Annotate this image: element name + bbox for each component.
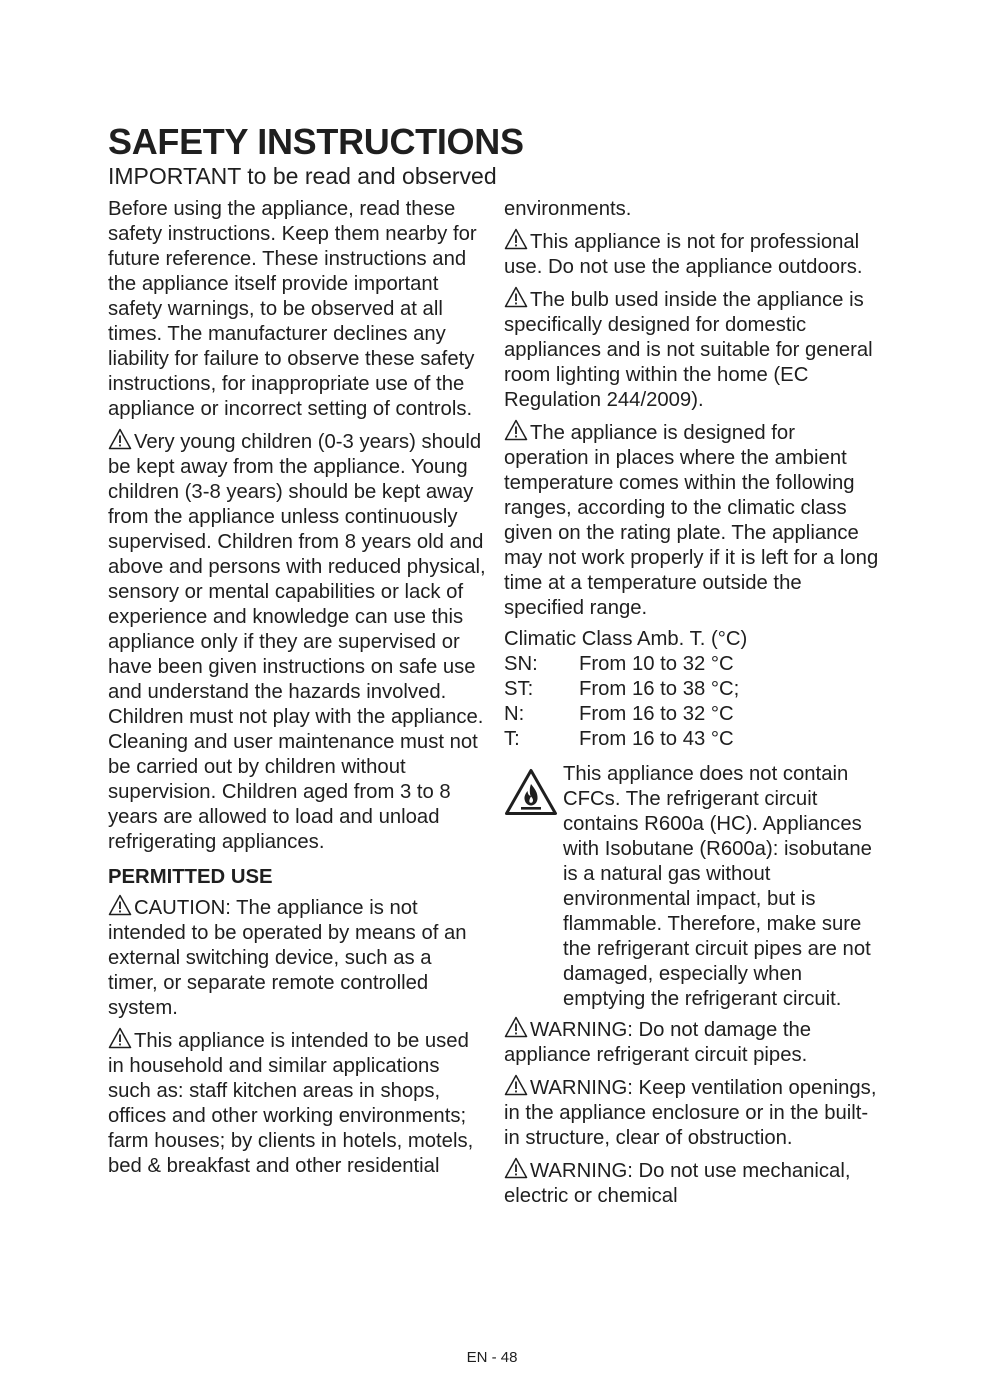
climate-header: Climatic Class Amb. T. (°C)	[504, 628, 748, 650]
warning-triangle-icon	[504, 419, 528, 441]
warning-triangle-icon	[504, 1016, 528, 1038]
warning-mechanical-text: WARNING: Do not use mechanical, electric or chemical	[504, 1160, 851, 1207]
warning-mechanical-paragraph	[504, 1157, 880, 1209]
climate-code: N:	[504, 703, 525, 725]
warning-ventilation-paragraph	[504, 1074, 880, 1151]
climate-code: SN:	[504, 653, 538, 675]
bulb-text: The bulb used inside the appliance is specifically designed for domestic appliances and is not suitable for general room lighting within the home (EC Regulation 244/2009).	[504, 289, 873, 411]
household-text: This appliance is intended to be used in household and similar applications such as: staff kitchen areas in shops, offices and other working environments; farm houses; by clients in hotels, motels, bed & breakfast and other residential	[108, 1030, 474, 1177]
household-paragraph	[108, 1027, 486, 1179]
flammable-notice	[504, 762, 880, 1012]
flammable-warning-icon	[504, 768, 558, 816]
caution-paragraph	[108, 894, 486, 1021]
page-number: EN - 48	[466, 1349, 518, 1366]
climate-range: From 16 to 38 °C;	[579, 678, 740, 700]
page-subtitle: IMPORTANT to be read and observed	[108, 163, 497, 189]
climate-row	[504, 702, 880, 727]
climate-row	[504, 727, 880, 752]
climate-code: T:	[504, 728, 520, 750]
warning-pipes-text: WARNING: Do not damage the appliance refrigerant circuit pipes.	[504, 1019, 812, 1066]
children-paragraph	[108, 428, 486, 855]
warning-triangle-icon	[108, 1027, 132, 1049]
professional-text: This appliance is not for professional use. Do not use the appliance outdoors.	[504, 231, 863, 278]
bulb-paragraph	[504, 286, 880, 413]
flammable-text: This appliance does not contain CFCs. The refrigerant circuit contains R600a (HC). Appliances with Isobutane (R600a): isobutane is a natural gas without environmental impact, but is flammable. Therefore, make sure the refrigerant circuit pipes are not damaged, especially when emptying the refrigerant circuit.	[563, 763, 872, 1010]
left-column	[108, 197, 486, 1179]
climate-range: From 16 to 32 °C	[579, 703, 734, 725]
climate-row	[504, 652, 880, 677]
warning-triangle-icon	[504, 1074, 528, 1096]
warning-triangle-icon	[108, 894, 132, 916]
warning-triangle-icon	[504, 1157, 528, 1179]
ambient-text: The appliance is designed for operation in places where the ambient temperature comes within the following ranges, according to the climatic class given on the rating plate. The appliance may not work properly if it is left for a long time at a temperature outside the specified range.	[504, 422, 879, 619]
intro-paragraph: Before using the appliance, read these safety instructions. Keep them nearby for future reference. These instructions and the appliance itself provide important safety warnings, to be observed at all times. The manufacturer declines any liability for failure to observe these safety instructions, for inappropriate use of the appliance or incorrect setting of controls.	[108, 198, 477, 420]
page-title: SAFETY INSTRUCTIONS	[108, 121, 524, 162]
right-column	[504, 197, 880, 1209]
climate-code: ST:	[504, 678, 534, 700]
professional-paragraph	[504, 228, 880, 280]
permitted-use-heading: PERMITTED USE	[108, 866, 273, 888]
warning-triangle-icon	[504, 286, 528, 308]
warning-triangle-icon	[504, 228, 528, 250]
warning-pipes-paragraph	[504, 1016, 880, 1068]
caution-text: CAUTION: The appliance is not intended to be operated by means of an external switching device, such as a timer, or separate remote controlled system.	[108, 897, 467, 1019]
warning-triangle-icon	[108, 428, 132, 450]
continuation-paragraph: environments.	[504, 198, 632, 220]
children-text: Very young children (0-3 years) should be kept away from the appliance. Young children (3-8 years) should be kept away from the appliance unless continuously supervised. Children from 8 years old and above and persons with reduced physical, sensory or mental capabilities or lack of experience and knowledge can use this appliance only if they are supervised or have been given instructions on safe use and understand the hazards involved. Children must not play with the appliance. Cleaning and user maintenance must not be carried out by children without supervision. Children aged from 3 to 8 years are allowed to load and unload refrigerating appliances.	[108, 431, 486, 853]
climate-range: From 10 to 32 °C	[579, 653, 734, 675]
climate-row	[504, 677, 880, 702]
climate-class-table	[504, 627, 880, 752]
warning-ventilation-text: WARNING: Keep ventilation openings, in the appliance enclosure or in the built-in structure, clear of obstruction.	[504, 1077, 877, 1149]
climate-range: From 16 to 43 °C	[579, 728, 734, 750]
ambient-paragraph	[504, 419, 880, 621]
